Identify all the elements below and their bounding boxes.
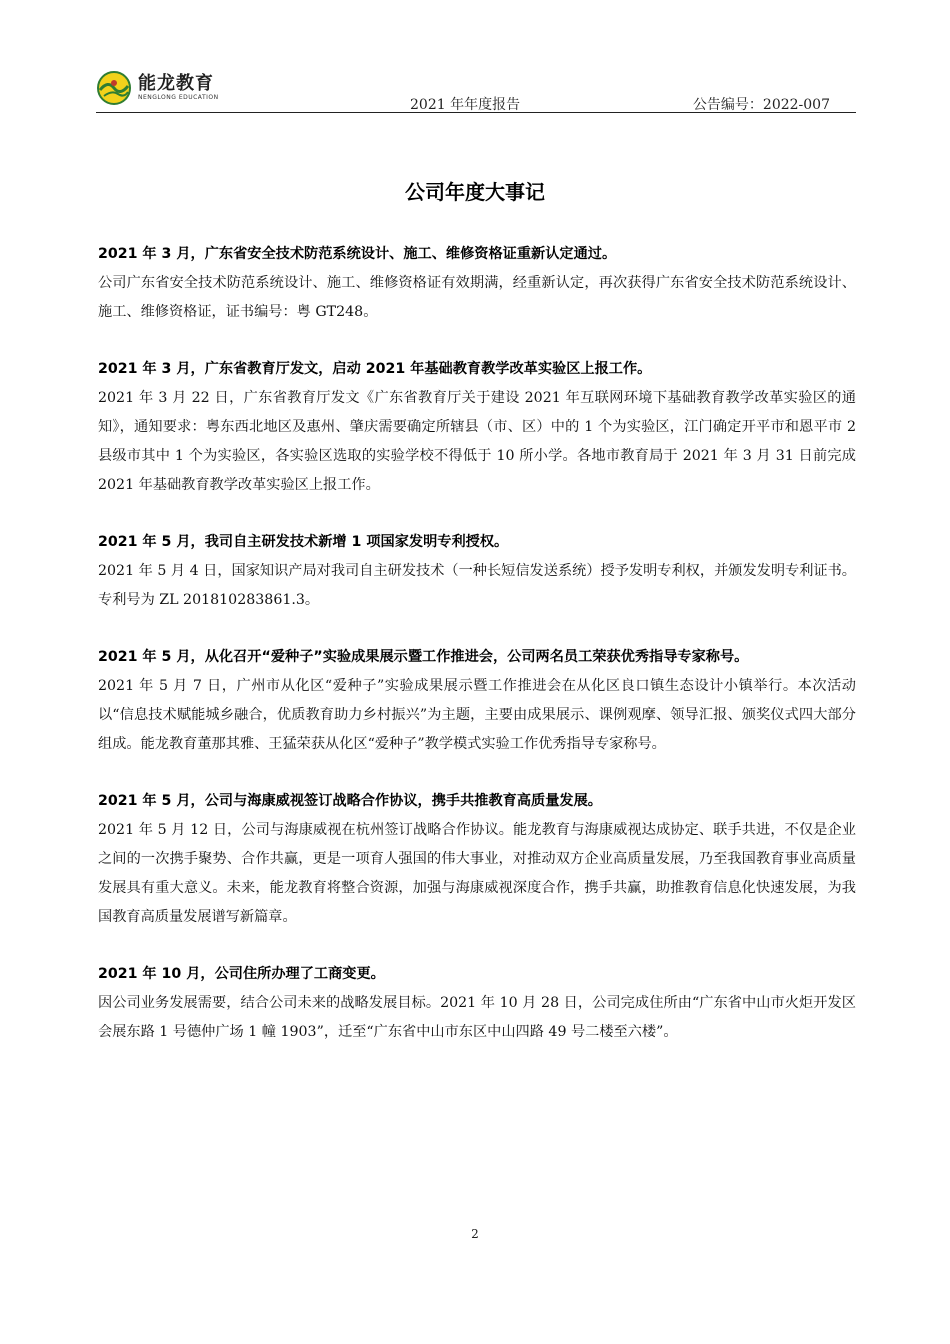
page-title: 公司年度大事记 [405,180,545,204]
page-header [96,64,856,116]
event-heading: 2021 年 5 月，从化召开“爱种子”实验成果展示暨工作推进会，公司两名员工荣获优秀指导专家称号。 [98,649,749,665]
event-section [98,240,856,327]
event-heading: 2021 年 10 月，公司住所办理了工商变更。 [98,966,385,982]
event-section [98,643,856,759]
event-section [98,787,856,932]
event-section [98,960,856,1047]
events-list [98,240,856,1075]
event-body: 2021 年 3 月 22 日，广东省教育厅发文《广东省教育厅关于建设 2021 年互联网环境下基础教育教学改革实验区的通知》，通知要求：粤东西北地区及惠州、肇庆需要确定所辖县（市、区）中的 1 个为实验区，江门确定开平市和恩平市 2 县级市其中 1 个为实验区，各实验区选取的实验学校不得低于 10 所小学。各地市教育局于 2021 年 3 月 31 日前完成 2021 年基础教育教学改革实验区上报工作。 [98,390,856,493]
event-heading: 2021 年 3 月，广东省安全技术防范系统设计、施工、维修资格证重新认定通过。 [98,246,617,262]
page-number: 2 [471,1227,479,1241]
event-body: 2021 年 5 月 7 日，广州市从化区“爱种子”实验成果展示暨工作推进会在从化区良口镇生态设计小镇举行。本次活动以“信息技术赋能城乡融合，优质教育助力乡村振兴”为主题，主要由成果展示、课例观摩、领导汇报、颁奖仪式四大部分组成。能龙教育董那其雅、王猛荣获从化区“爱种子”教学模式实验工作优秀指导专家称号。 [98,678,856,752]
report-title: 2021 年年度报告 [410,97,521,113]
event-section [98,355,856,500]
event-body: 公司广东省安全技术防范系统设计、施工、维修资格证有效期满，经重新认定，再次获得广东省安全技术防范系统设计、施工、维修资格证，证书编号：粤 GT248。 [98,275,856,320]
event-body: 因公司业务发展需要，结合公司未来的战略发展目标。2021 年 10 月 28 日，公司完成住所由“广东省中山市火炬开发区会展东路 1 号德仲广场 1 幢 1903”，迁至“广东省中山市东区中山四路 49 号二楼至六楼”。 [98,995,856,1040]
event-heading: 2021 年 3 月，广东省教育厅发文，启动 2021 年基础教育教学改革实验区上报工作。 [98,361,652,377]
event-body: 2021 年 5 月 12 日，公司与海康威视在杭州签订战略合作协议。能龙教育与海康威视达成协定、联手共进，不仅是企业之间的一次携手聚势、合作共赢，更是一项育人强国的伟大事业，对推动双方企业高质量发展，乃至我国教育事业高质量发展具有重大意义。未来，能龙教育将整合资源，加强与海康威视深度合作，携手共赢，助推教育信息化快速发展，为我国教育高质量发展谱写新篇章。 [98,822,856,925]
event-heading: 2021 年 5 月，公司与海康威视签订战略合作协议，携手共推教育高质量发展。 [98,793,602,809]
nenglong-logo-icon [96,70,132,106]
header-divider [96,112,856,113]
event-body: 2021 年 5 月 4 日，国家知识产局对我司自主研发技术（一种长短信发送系统）授予发明专利权，并颁发发明专利证书。专利号为 ZL 201810283861.3。 [98,563,856,608]
event-section [98,528,856,615]
company-logo [96,70,219,106]
logo-name: 能龙教育 [138,73,214,94]
logo-subtitle: NENGLONG EDUCATION [138,94,219,101]
announcement-number: 公告编号：2022-007 [692,97,830,113]
event-heading: 2021 年 5 月，我司自主研发技术新增 1 项国家发明专利授权。 [98,534,509,550]
